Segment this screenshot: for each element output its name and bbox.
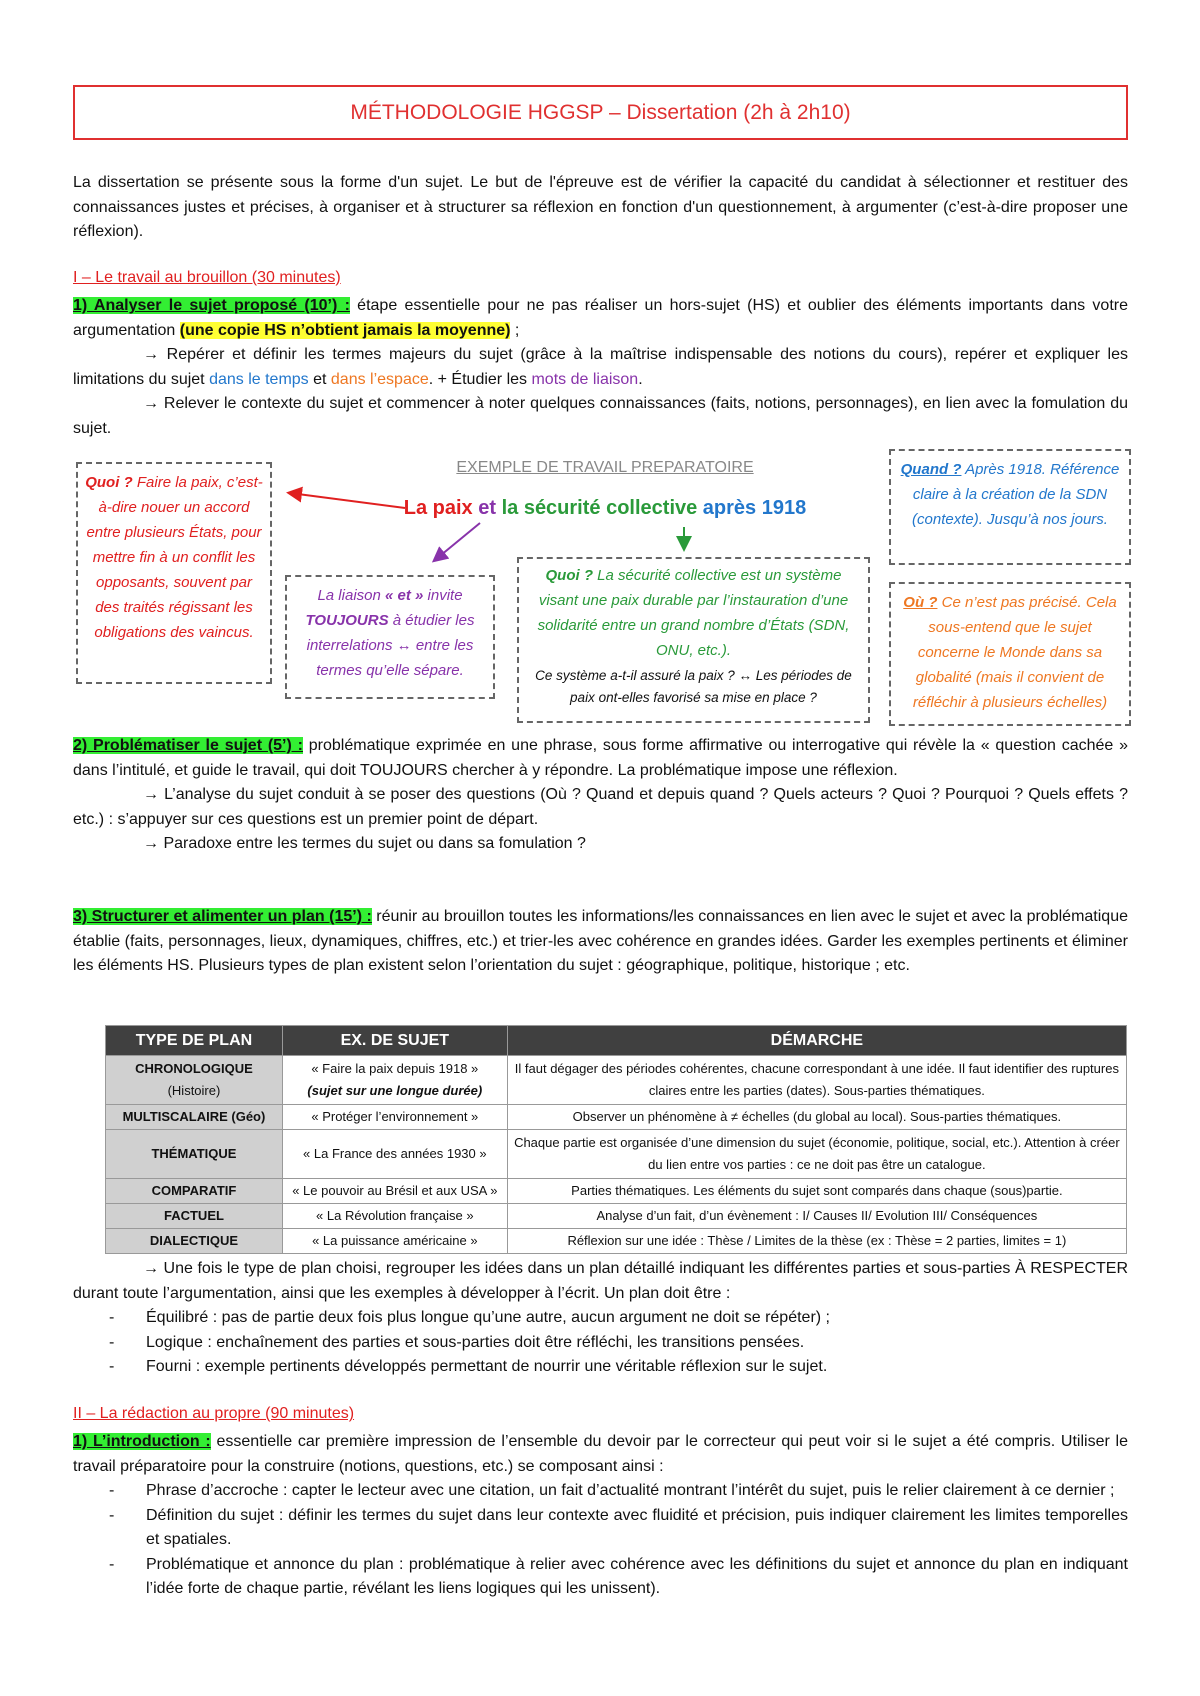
quoi2-question: Ce système a-t-il assuré la paix ? ↔ Les périodes de paix ont-elles favorisé sa mise en place ? (535, 668, 852, 705)
arrow-questions: → L’analyse du sujet conduit à se poser des questions (Où ? Quand et depuis quand ? Quels acteurs ? Quoi ? Pourquoi ? Quels effets ? etc.) : s’appuyer sur ces questions est un premier point de départ. (73, 786, 1128, 828)
bullet-definition: Définition du sujet : définir les termes du sujet dans leur contexte avec fluidité et précision, puis indiquer clairement les limites temporelles et spatiales. (146, 1506, 1128, 1548)
arrow-contexte: → Relever le contexte du sujet et commencer à noter quelques connaissances (faits, notions, personnages), en lien avec la fomulation du sujet. (73, 395, 1128, 437)
part2-heading: II – La rédaction au propre (90 minutes) (73, 1405, 355, 1422)
table-cell-ex: « Le pouvoir au Brésil et aux USA » (282, 1179, 507, 1204)
text-temps: dans le temps (209, 370, 309, 388)
liaison-a: La liaison (317, 587, 385, 604)
table-cell-demarche: Réflexion sur une idée : Thèse / Limites de la thèse (ex : Thèse = 2 parties, limites = 1) (507, 1229, 1126, 1254)
header-ex: EX. DE SUJET (282, 1026, 507, 1056)
section-structurer-text: réunir au brouillon toutes les informations/les connaissances en lien avec le sujet et avec la problématique établie (faits, personnages, lieux, dynamiques, chiffres, etc.) et trier-les avec cohérence en grandes idées. Garder les exemples pertinents et éliminer les éléments HS. Plusieurs types de plan existent selon l’orientation du sujet : géographique, politique, historique ; etc. (73, 908, 1128, 974)
table-cell-ex: « La Révolution française » (282, 1204, 507, 1229)
table-cell-type: THÉMATIQUE (106, 1130, 283, 1179)
table-cell-type: COMPARATIF (106, 1179, 283, 1204)
quoi2-label: Quoi ? (545, 567, 594, 584)
box-quand (889, 449, 1131, 565)
box-quoi-securite (517, 557, 870, 723)
bullet-equilibre: Équilibré : pas de partie deux fois plus longue qu’une autre, aucun argument ne doit se répéter) ; (146, 1309, 830, 1326)
subject-apres: après 1918 (697, 497, 807, 519)
section-introduction-label: 1) L’introduction : (73, 1433, 211, 1450)
bullet-dash: - (109, 1482, 115, 1499)
table-cell-demarche: Il faut dégager des périodes cohérentes, chacune correspondant à une idée. Il faut identifier des ruptures claires entre les parties (dates). Sous-parties thématiques. (507, 1056, 1126, 1105)
section-problematiser (73, 734, 1128, 857)
table-cell-ex: « Protéger l’environnement » (282, 1105, 507, 1130)
ex-sub: (sujet sur une longue durée) (307, 1083, 483, 1098)
liaison-e: à étudier les interrelations ↔ entre les termes qu’elle sépare. (306, 612, 475, 679)
table-cell-demarche: Observer un phénomène à ≠ échelles (du global au local). Sous-parties thématiques. (507, 1105, 1126, 1130)
section-introduction-text: essentielle car première impression de l’ensemble du devoir par le correcteur qui peut voir si le sujet a été compris. Utiliser le travail préparatoire pour la construire (notions, questions, etc.) se composant ainsi : (73, 1433, 1129, 1475)
subject-paix: La paix (403, 497, 473, 519)
quand-label: Quand ? (900, 461, 962, 478)
header-type: TYPE DE PLAN (106, 1026, 283, 1056)
bullet-dash: - (109, 1309, 115, 1326)
table-cell-type: DIALECTIQUE (106, 1229, 283, 1254)
section-after-table (73, 1257, 1128, 1380)
arrow-reperer: → Repérer et définir les termes majeurs du sujet (grâce à la maîtrise indispensable des notions du cours), repérer et expliquer les limitations du sujet (73, 346, 1128, 388)
box-liaison (285, 575, 495, 699)
part1-heading: I – Le travail au brouillon (30 minutes) (73, 269, 341, 286)
list-item (73, 1504, 1128, 1553)
section-analyse-end: ; (510, 321, 520, 339)
subject-securite: la sécurité collective (501, 497, 698, 519)
arrow-paradoxe: → Paradoxe entre les termes du sujet ou dans sa fomulation ? (143, 835, 586, 852)
list-item (73, 1306, 1128, 1331)
section-problematiser-label: 2) Problématiser le sujet (5’) : (73, 737, 303, 754)
intro-paragraph: La dissertation se présente sous la forme d'un sujet. Le but de l'épreuve est de vérifier la capacité du candidat à sélectionner et restituer des connaissances justes et précises, à organiser et à structurer sa réflexion en fonction d'un questionnement, à argumenter (c’est-à-dire proposer une réflexion). (73, 174, 1128, 240)
bullet-problematique: Problématique et annonce du plan : problématique à relier avec cohérence avec les définitions du sujet et annonce du plan en indiquant l’idée forte de chaque partie, révélant les liens logiques qui les unissent). (146, 1555, 1128, 1597)
highlight-moyenne: (une copie HS n’obtient jamais la moyenne) (179, 321, 511, 339)
arrow-to-quoi1 (290, 493, 405, 508)
table-row (106, 1130, 1127, 1179)
example-title: EXEMPLE DE TRAVAIL PREPARATOIRE (456, 459, 754, 476)
section-analyse-text: étape essentielle pour ne pas réaliser un hors-sujet (HS) et oublier des éléments importants dans votre argumentation (73, 297, 1128, 339)
bullet-accroche: Phrase d’accroche : capter le lecteur avec une citation, un fait d’actualité montrant l’intérêt du sujet, puis le relier clairement à ce dernier ; (146, 1482, 1115, 1499)
after-table-text: → Une fois le type de plan choisi, regrouper les idées dans un plan détaillé indiquant les différentes parties et sous-parties À RESPECTER durant toute l’argumentation, ainsi que les exemples à développer à l’écrit. Un plan doit être : (73, 1260, 1128, 1302)
quand-text: Après 1918. Référence claire à la création de la SDN (contexte). Jusqu’à nos jours. (912, 461, 1120, 528)
section-introduction (73, 1430, 1128, 1602)
table-header-row (106, 1026, 1127, 1056)
type-sub: (Histoire) (167, 1083, 221, 1098)
liaison-d: TOUJOURS (305, 612, 389, 629)
table-cell-type: FACTUEL (106, 1204, 283, 1229)
bullet-fourni: Fourni : exemple pertinents développés permettant de nourrir une véritable réflexion sur le sujet. (146, 1358, 828, 1375)
plan-types-table (105, 1025, 1127, 1254)
ou-label: Où ? (903, 594, 938, 611)
section-problematiser-text: problématique exprimée en une phrase, sous forme affirmative ou interrogative qui révèle la « question cachée » dans l’intitulé, et guide le travail, qui doit TOUJOURS chercher à y répondre. La problématique impose une réflexion. (73, 737, 1128, 779)
text-dot: . (638, 370, 643, 388)
table-cell-type (106, 1056, 283, 1105)
quoi1-label: Quoi ? (85, 474, 133, 491)
text-mots-liaison: mots de liaison (531, 370, 639, 388)
table-cell-demarche: Chaque partie est organisée d’une dimension du sujet (économie, politique, social, etc.). Attention à créer du lien entre vos parties : ce ne doit pas être un catalogue. (507, 1130, 1126, 1179)
type-name: CHRONOLOGIQUE (135, 1061, 253, 1076)
table-cell-type: MULTISCALAIRE (Géo) (106, 1105, 283, 1130)
list-item (73, 1479, 1128, 1504)
table-row (106, 1056, 1127, 1105)
page-title-text: MÉTHODOLOGIE HGGSP – Dissertation (2h à 2h10) (350, 100, 851, 124)
table-row (106, 1229, 1127, 1254)
section-structurer (73, 905, 1128, 979)
table-row (106, 1179, 1127, 1204)
subject-et: et (472, 497, 502, 519)
arrow-to-liaison (435, 523, 480, 560)
liaison-c: invite (423, 587, 463, 604)
table-row (106, 1105, 1127, 1130)
text-etudier: . + Étudier les (428, 370, 532, 388)
list-item (73, 1355, 1128, 1380)
bullet-dash: - (109, 1358, 115, 1375)
list-item (73, 1331, 1128, 1356)
box-quoi-paix (76, 462, 272, 684)
ou-text: Ce n’est pas précisé. Cela sous-entend que le sujet concerne le Monde dans sa globalité (mais il convient de réfléchir à plusieurs échelles) (912, 594, 1117, 711)
table-cell-demarche: Parties thématiques. Les éléments du sujet sont comparés dans chaque (sous)partie. (507, 1179, 1126, 1204)
liaison-b: « et » (385, 587, 424, 604)
table-cell-ex (282, 1056, 507, 1105)
quoi1-text: Faire la paix, c’est-à-dire nouer un accord entre plusieurs États, pour mettre fin à un conflit les opposants, souvent par des traités régissant les obligations des vaincus. (86, 474, 263, 641)
text-et: et (308, 370, 331, 388)
bullet-dash: - (109, 1555, 115, 1573)
text-espace: dans l’espace (330, 370, 429, 388)
quoi2-text: La sécurité collective est un système visant une paix durable par l’instauration d’une solidarité entre un grand nombre d’États (SDN, ONU, etc.). (537, 567, 850, 659)
section-structurer-label: 3) Structurer et alimenter un plan (15’) : (73, 908, 372, 925)
section-analyse-label: 1) Analyser le sujet proposé (10’) : (73, 297, 350, 314)
bullet-dash: - (109, 1333, 115, 1351)
list-item (73, 1553, 1128, 1602)
bullet-logique: Logique : enchaînement des parties et sous-parties doit être réfléchi, les transitions pensées. (146, 1333, 805, 1351)
header-demarche: DÉMARCHE (507, 1026, 1126, 1056)
table-cell-demarche: Analyse d’un fait, d’un évènement : I/ Causes II/ Evolution III/ Conséquences (507, 1204, 1126, 1229)
table-row (106, 1204, 1127, 1229)
table-cell-ex: « La France des années 1930 » (282, 1130, 507, 1179)
ex-text: « Faire la paix depuis 1918 » (311, 1061, 479, 1076)
box-ou (889, 582, 1131, 726)
table-cell-ex: « La puissance américaine » (282, 1229, 507, 1254)
bullet-dash: - (109, 1506, 115, 1524)
